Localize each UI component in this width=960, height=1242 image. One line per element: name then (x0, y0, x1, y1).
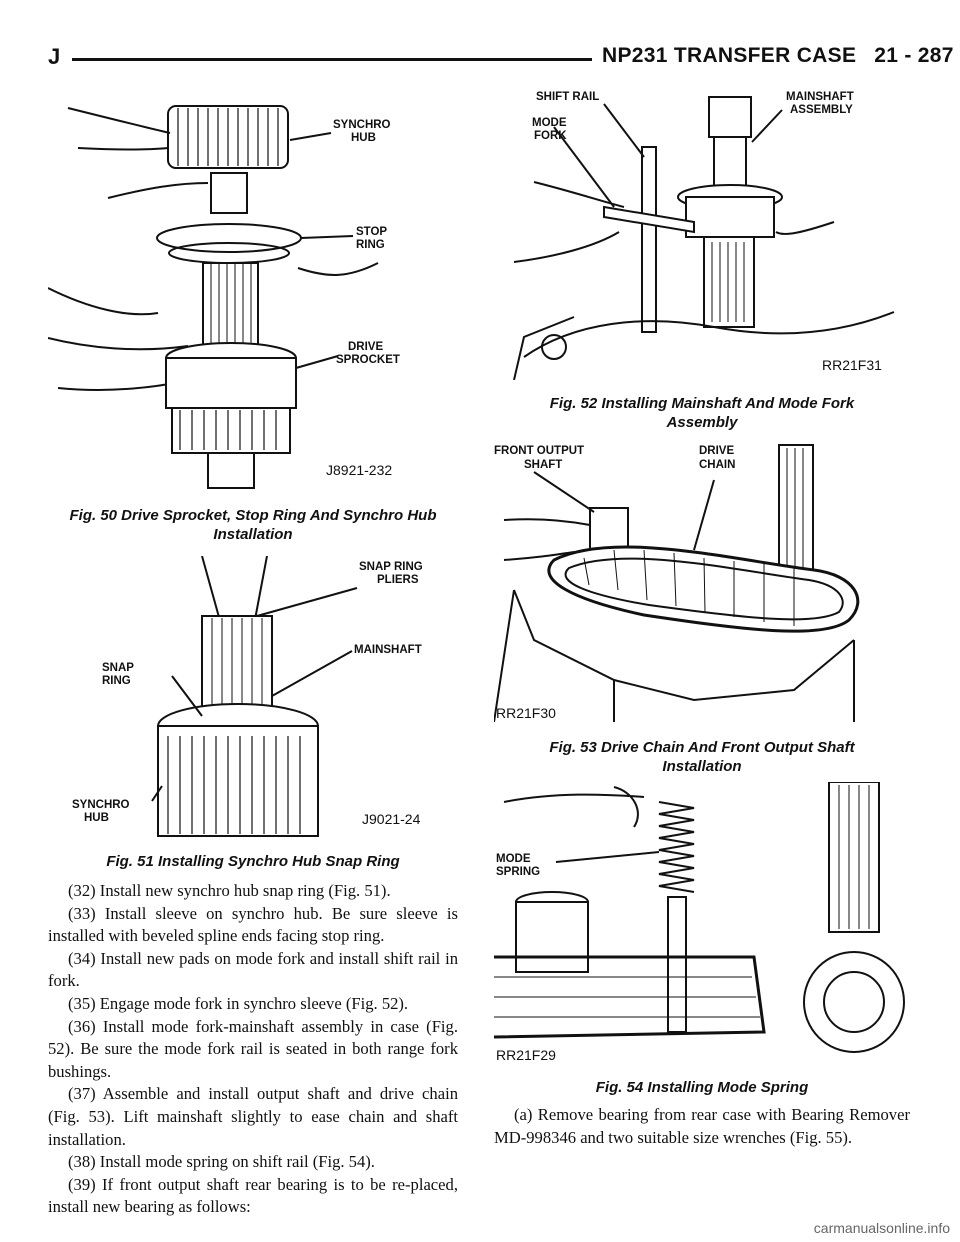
fig52-label-shift-rail: SHIFT RAIL (536, 91, 600, 103)
fig51-label-snap-ring: SNAP RING (359, 561, 423, 573)
fig51-label-snap: SNAP (102, 662, 134, 674)
fig50-caption-line1: Fig. 50 Drive Sprocket, Stop Ring And Synchro Hub (69, 507, 437, 524)
fig50-label-sprocket: SPROCKET (336, 354, 400, 366)
step-36: (36) Install mode fork-mainshaft assembly in case (Fig. 52). Be sure the mode fork rail is seated in both range fork bushings. (48, 1016, 458, 1081)
step-35: (35) Engage mode fork in synchro sleeve (Fig. 52). (68, 993, 409, 1013)
section-title: NP231 TRANSFER CASE (602, 44, 857, 67)
fig53-label-chain: CHAIN (699, 459, 736, 471)
fig53-caption-line1: Fig. 53 Drive Chain And Front Output Shaft (549, 739, 855, 756)
fig50-label-synchro: SYNCHRO (333, 119, 391, 131)
figure-51-illustration (62, 556, 458, 842)
fig53-label-front-output: FRONT OUTPUT (494, 445, 585, 457)
header-letter: J (48, 44, 61, 69)
figure-50-illustration (48, 88, 458, 490)
step-39a: (a) Remove bearing from rear case with Bearing Remover MD-998346 and two suitable size wrenches (Fig. 55). (494, 1105, 910, 1147)
fig50-code: J8921-232 (326, 462, 393, 478)
fig54-label-spring: SPRING (496, 866, 541, 878)
fig52-caption-line1: Fig. 52 Installing Mainshaft And Mode Fork (549, 395, 855, 412)
header-rule (72, 58, 592, 61)
fig52-label-mode: MODE (532, 117, 567, 129)
fig52-label-fork: FORK (534, 130, 567, 142)
fig50-label-drive: DRIVE (348, 341, 384, 353)
fig53-code: RR21F30 (496, 705, 556, 721)
step-38: (38) Install mode spring on shift rail (Fig. 54). (68, 1152, 375, 1172)
page-number: 21 - 287 (874, 44, 954, 67)
right-column-text (494, 1104, 910, 1149)
fig53-label-shaft: SHAFT (524, 459, 563, 471)
fig52-caption-line2: Assembly (666, 414, 738, 431)
fig50-label-stop: STOP (356, 226, 388, 238)
fig51-code: J9021-24 (362, 811, 421, 827)
fig54-code: RR21F29 (496, 1047, 556, 1063)
step-37: (37) Assemble and install output shaft and drive chain (Fig. 53). Lift mainshaft slightly to ease chain and shaft installation. (48, 1084, 458, 1149)
figure-53-illustration (494, 440, 910, 722)
fig51-label-hub: HUB (84, 812, 109, 824)
fig52-label-mainshaft: MAINSHAFT (786, 91, 854, 103)
fig51-label-ring: RING (102, 675, 131, 687)
fig51-label-synchro: SYNCHRO (72, 799, 130, 811)
watermark: carmanualsonline.info (813, 1220, 950, 1236)
step-39: (39) If front output shaft rear bearing is to be re-placed, install new bearing as follows: (48, 1174, 458, 1217)
figure-52-illustration (494, 82, 910, 380)
fig50-label-hub: HUB (351, 132, 376, 144)
fig53-caption (494, 738, 910, 776)
fig50-caption-line2: Installation (213, 526, 293, 543)
step-32: (32) Install new synchro hub snap ring (Fig. 51). (68, 881, 391, 900)
fig50-caption (48, 506, 458, 544)
fig51-label-pliers: PLIERS (377, 574, 419, 586)
fig54-label-mode: MODE (496, 853, 531, 865)
fig52-caption (494, 394, 910, 432)
left-column-text (48, 880, 458, 1219)
fig50-label-ring: RING (356, 239, 385, 251)
fig51-caption: Fig. 51 Installing Synchro Hub Snap Ring (106, 853, 400, 870)
fig51-label-mainshaft: MAINSHAFT (354, 644, 422, 656)
fig54-caption: Fig. 54 Installing Mode Spring (595, 1079, 809, 1096)
fig52-label-assembly: ASSEMBLY (790, 104, 853, 116)
fig52-code: RR21F31 (822, 357, 882, 373)
step-33: (33) Install sleeve on synchro hub. Be sure sleeve is installed with beveled spline ends facing stop ring. (48, 903, 458, 946)
step-34: (34) Install new pads on mode fork and install shift rail in fork. (48, 948, 458, 991)
figure-54-illustration (494, 782, 910, 1066)
fig53-label-drive: DRIVE (699, 445, 735, 457)
header-title (602, 44, 954, 68)
fig53-caption-line2: Installation (662, 758, 742, 775)
